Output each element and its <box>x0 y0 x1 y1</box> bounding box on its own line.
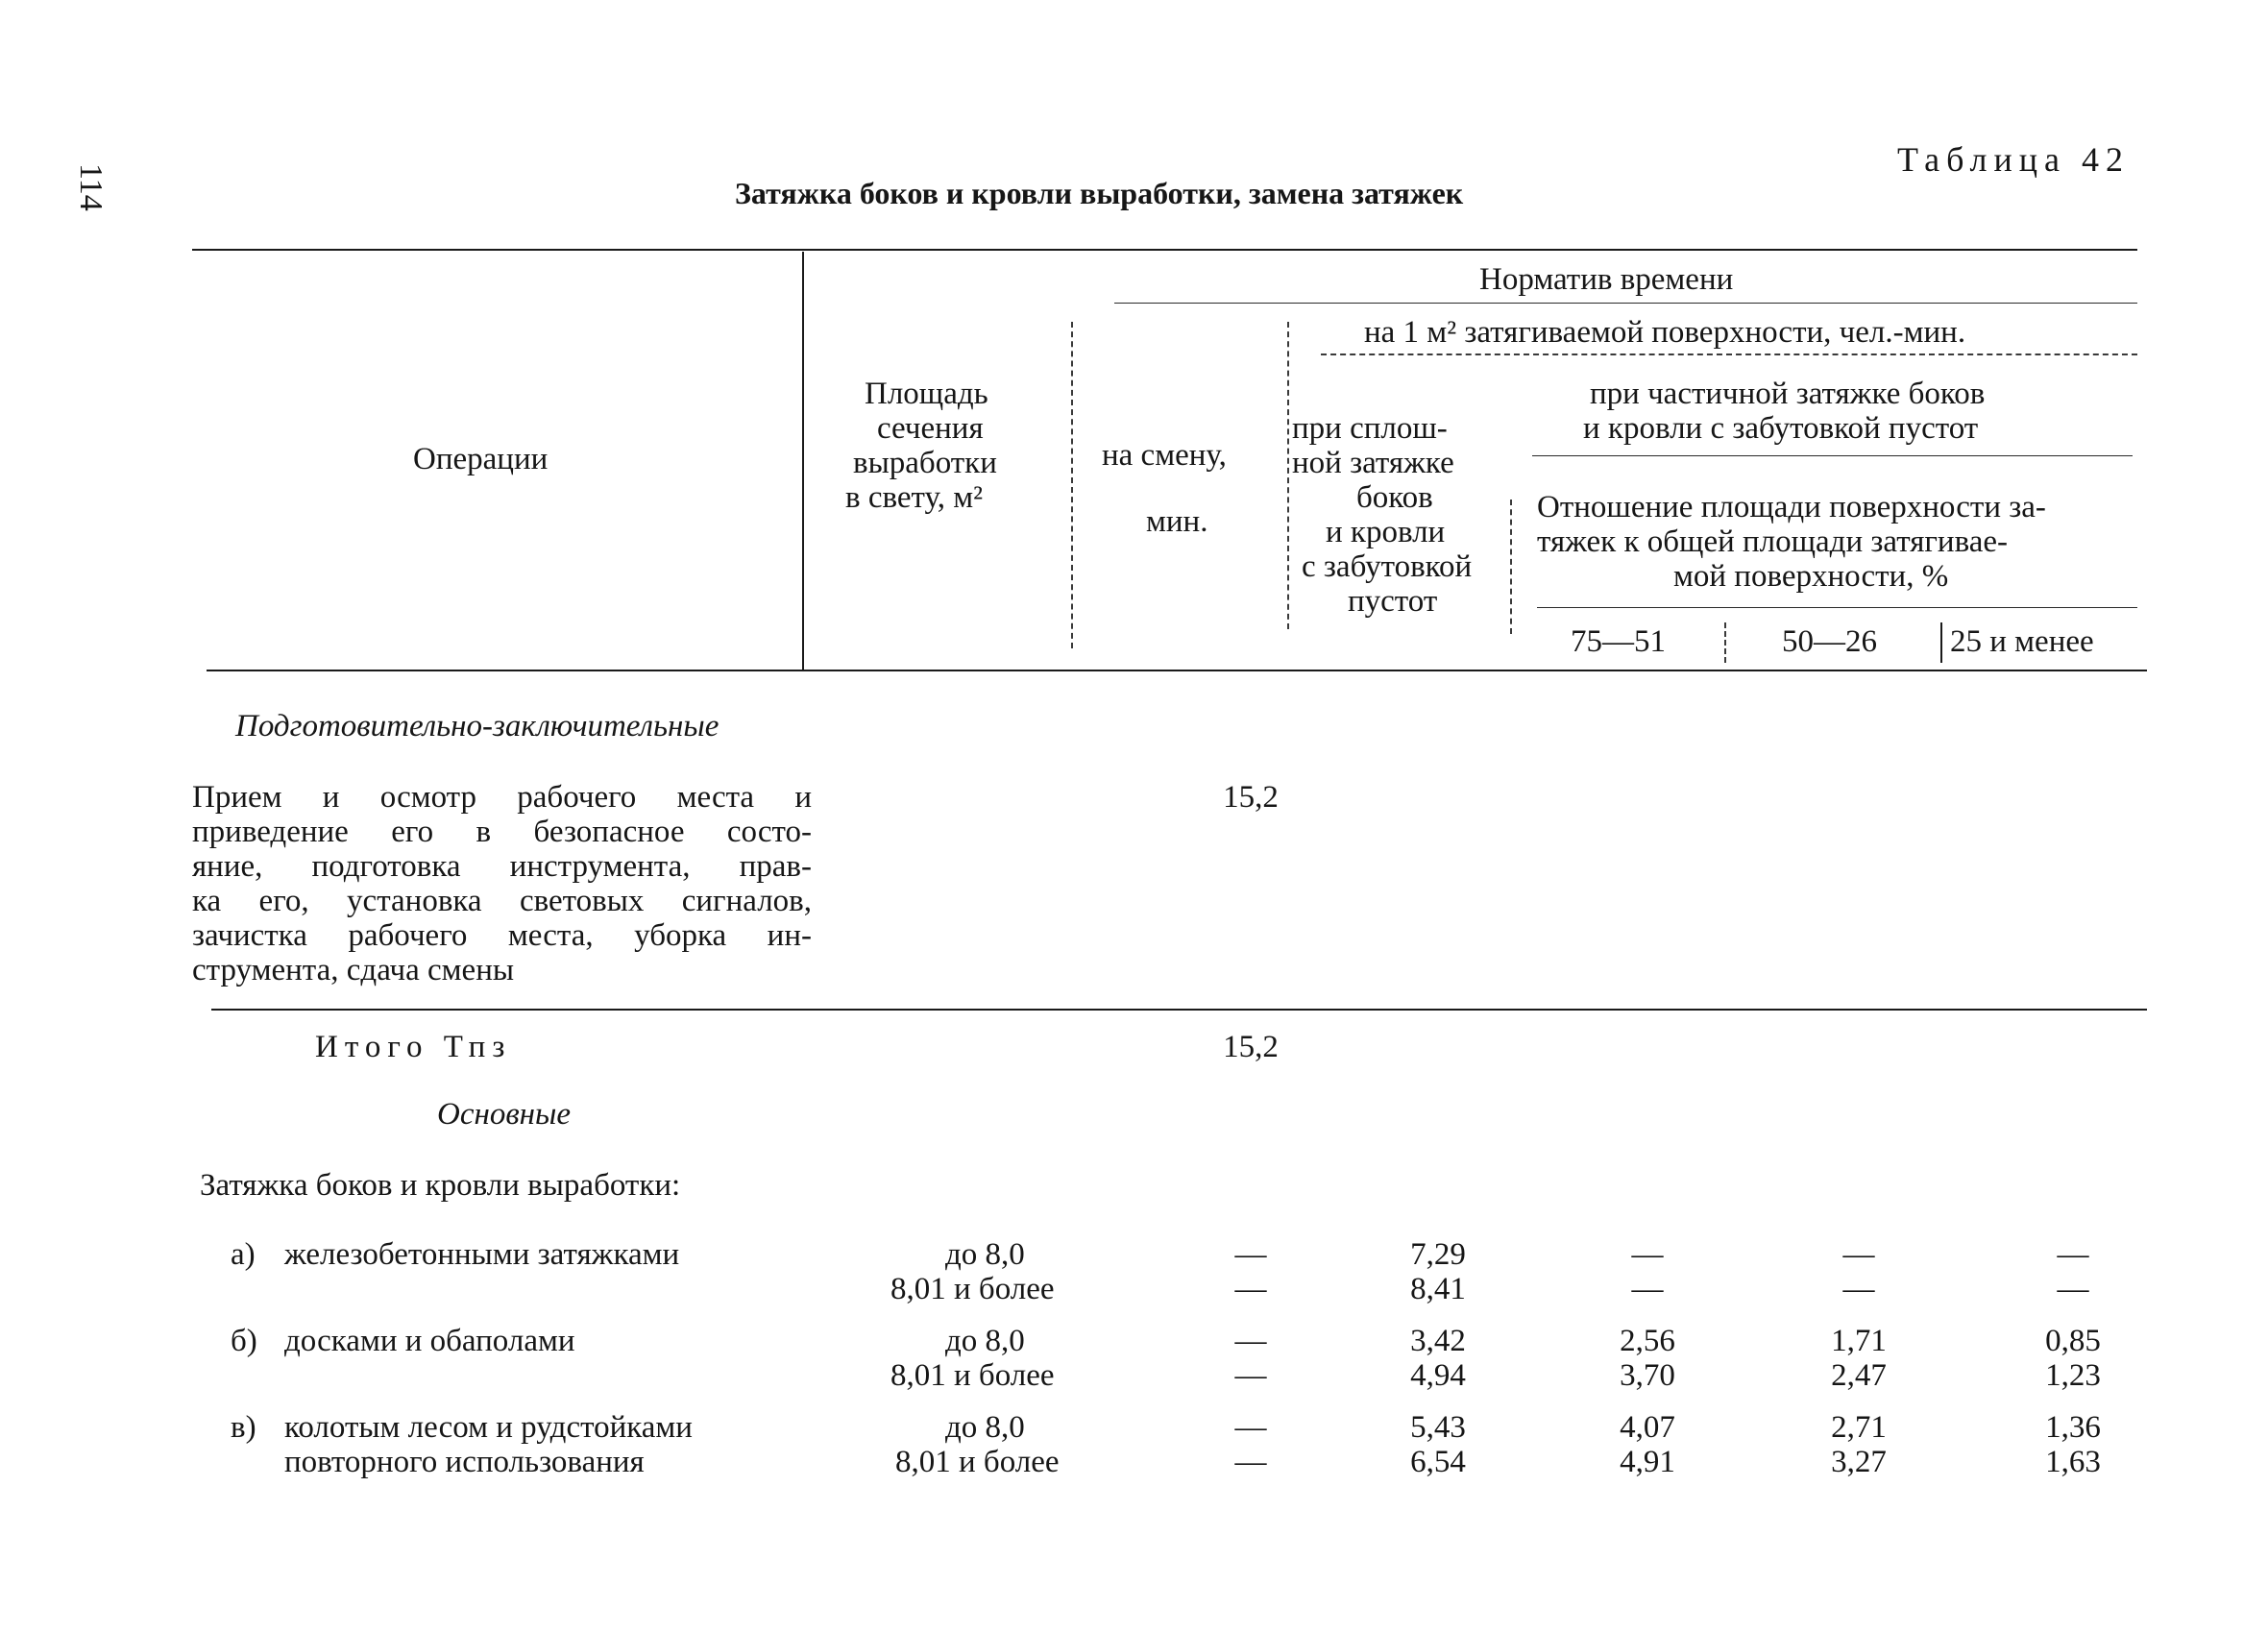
header-ratio-3: мой поверхности, % <box>1673 559 1949 594</box>
header-solid-6: пустот <box>1348 584 1438 619</box>
row-area: 8,01 и более <box>890 1272 1055 1306</box>
row-solid: 7,29 <box>1410 1237 1466 1272</box>
row-area: 8,01 и более <box>895 1445 1060 1479</box>
header-norm: Норматив времени <box>1479 262 1734 297</box>
row-shift: — <box>1234 1324 1267 1358</box>
prep-value: 15,2 <box>1223 780 1279 815</box>
header-col-50-26: 50—26 <box>1782 624 1877 659</box>
section-prep-heading: Подготовительно-заключительные <box>235 709 719 743</box>
rule-per-m2 <box>1321 353 2137 355</box>
row-p50: 2,47 <box>1831 1358 1887 1393</box>
col-divider-solid <box>1510 500 1512 634</box>
rule-ratio <box>1537 607 2137 608</box>
total-rule <box>211 1009 2147 1011</box>
total-label: Итого Тпз <box>315 1030 512 1064</box>
row-p50: — <box>1842 1237 1875 1272</box>
prep-line: зачистка рабочего места, уборка ин- <box>192 918 812 953</box>
header-per-shift-1: на смену, <box>1102 438 1227 473</box>
header-ratio-1: Отношение площади поверхности за- <box>1537 490 2046 524</box>
row-area: 8,01 и более <box>890 1358 1055 1393</box>
prep-text <box>192 780 812 987</box>
header-solid-4: и кровли <box>1326 515 1446 549</box>
row-solid: 5,43 <box>1410 1410 1466 1445</box>
header-bottom-rule <box>207 670 2147 671</box>
header-solid-1: при сплош- <box>1292 411 1448 446</box>
item-letter: в) <box>231 1410 256 1445</box>
row-p25: 0,85 <box>2045 1324 2101 1358</box>
row-shift: — <box>1234 1358 1267 1393</box>
prep-line: приведение его в безопасное состо- <box>192 815 812 849</box>
item-letter: а) <box>231 1237 256 1272</box>
header-per-shift-2: мин. <box>1146 504 1208 539</box>
header-ratio-2: тяжек к общей площади затягивае- <box>1537 524 2009 559</box>
main-heading: Затяжка боков и кровли выработки: <box>200 1168 681 1203</box>
row-shift: — <box>1234 1445 1267 1479</box>
row-area: до 8,0 <box>945 1410 1025 1445</box>
row-p50: 2,71 <box>1831 1410 1887 1445</box>
item-name-cont: повторного использования <box>284 1445 645 1479</box>
table-label: Таблица 42 <box>1897 140 2130 179</box>
col-divider-shift <box>1287 322 1289 629</box>
header-area-1: Площадь <box>865 377 988 411</box>
header-area-2: сечения <box>877 411 984 446</box>
page-number: 114 <box>73 163 109 211</box>
header-solid-2: ной затяжке <box>1292 446 1454 480</box>
prep-line: яние, подготовка инструмента, прав- <box>192 849 812 884</box>
prep-line: ка его, установка световых сигналов, <box>192 884 812 918</box>
col-divider-50 <box>1940 622 1942 663</box>
col-divider-ops <box>802 252 804 670</box>
row-p75: 2,56 <box>1620 1324 1675 1358</box>
header-solid-3: боков <box>1356 480 1433 515</box>
row-area: до 8,0 <box>945 1237 1025 1272</box>
row-p25: 1,23 <box>2045 1358 2101 1393</box>
header-per-m2: на 1 м² затягиваемой поверхности, чел.-мин. <box>1364 315 1966 350</box>
row-area: до 8,0 <box>945 1324 1025 1358</box>
row-solid: 6,54 <box>1410 1445 1466 1479</box>
row-p75: 4,91 <box>1620 1445 1675 1479</box>
header-solid-5: с забутовкой <box>1302 549 1473 584</box>
header-area-3: выработки <box>853 446 997 480</box>
rule-partial <box>1532 455 2133 456</box>
row-p75: 3,70 <box>1620 1358 1675 1393</box>
row-shift: — <box>1234 1410 1267 1445</box>
rule-norm <box>1114 303 2137 304</box>
row-solid: 3,42 <box>1410 1324 1466 1358</box>
col-divider-75 <box>1724 622 1726 663</box>
col-divider-area <box>1071 322 1073 648</box>
row-p75: — <box>1631 1237 1664 1272</box>
item-name: досками и обаполами <box>284 1324 575 1358</box>
header-operations: Операции <box>413 442 549 476</box>
item-name: колотым лесом и рудстойками <box>284 1410 693 1445</box>
row-solid: 4,94 <box>1410 1358 1466 1393</box>
table-title: Затяжка боков и кровли выработки, замена затяжек <box>735 176 1464 210</box>
item-letter: б) <box>231 1324 257 1358</box>
row-p25: — <box>2057 1237 2089 1272</box>
section-main-heading: Основные <box>437 1097 572 1132</box>
row-p50: 3,27 <box>1831 1445 1887 1479</box>
row-p75: 4,07 <box>1620 1410 1675 1445</box>
row-p50: 1,71 <box>1831 1324 1887 1358</box>
header-partial-2: и кровли с забутовкой пустот <box>1583 411 1979 446</box>
row-p75: — <box>1631 1272 1664 1306</box>
total-value: 15,2 <box>1223 1030 1279 1064</box>
row-p25: 1,36 <box>2045 1410 2101 1445</box>
row-p25: 1,63 <box>2045 1445 2101 1479</box>
row-shift: — <box>1234 1237 1267 1272</box>
row-p50: — <box>1842 1272 1875 1306</box>
header-col-25: 25 и менее <box>1950 624 2094 659</box>
row-shift: — <box>1234 1272 1267 1306</box>
row-solid: 8,41 <box>1410 1272 1466 1306</box>
header-partial-1: при частичной затяжке боков <box>1590 377 1986 411</box>
item-name: железобетонными затяжками <box>284 1237 680 1272</box>
header-area-4: в свету, м² <box>845 480 983 515</box>
row-p25: — <box>2057 1272 2089 1306</box>
prep-line: струмента, сдача смены <box>192 953 515 987</box>
header-top-rule <box>192 249 2137 251</box>
header-col-75-51: 75—51 <box>1571 624 1666 659</box>
prep-line: Прием и осмотр рабочего места и <box>192 780 812 815</box>
